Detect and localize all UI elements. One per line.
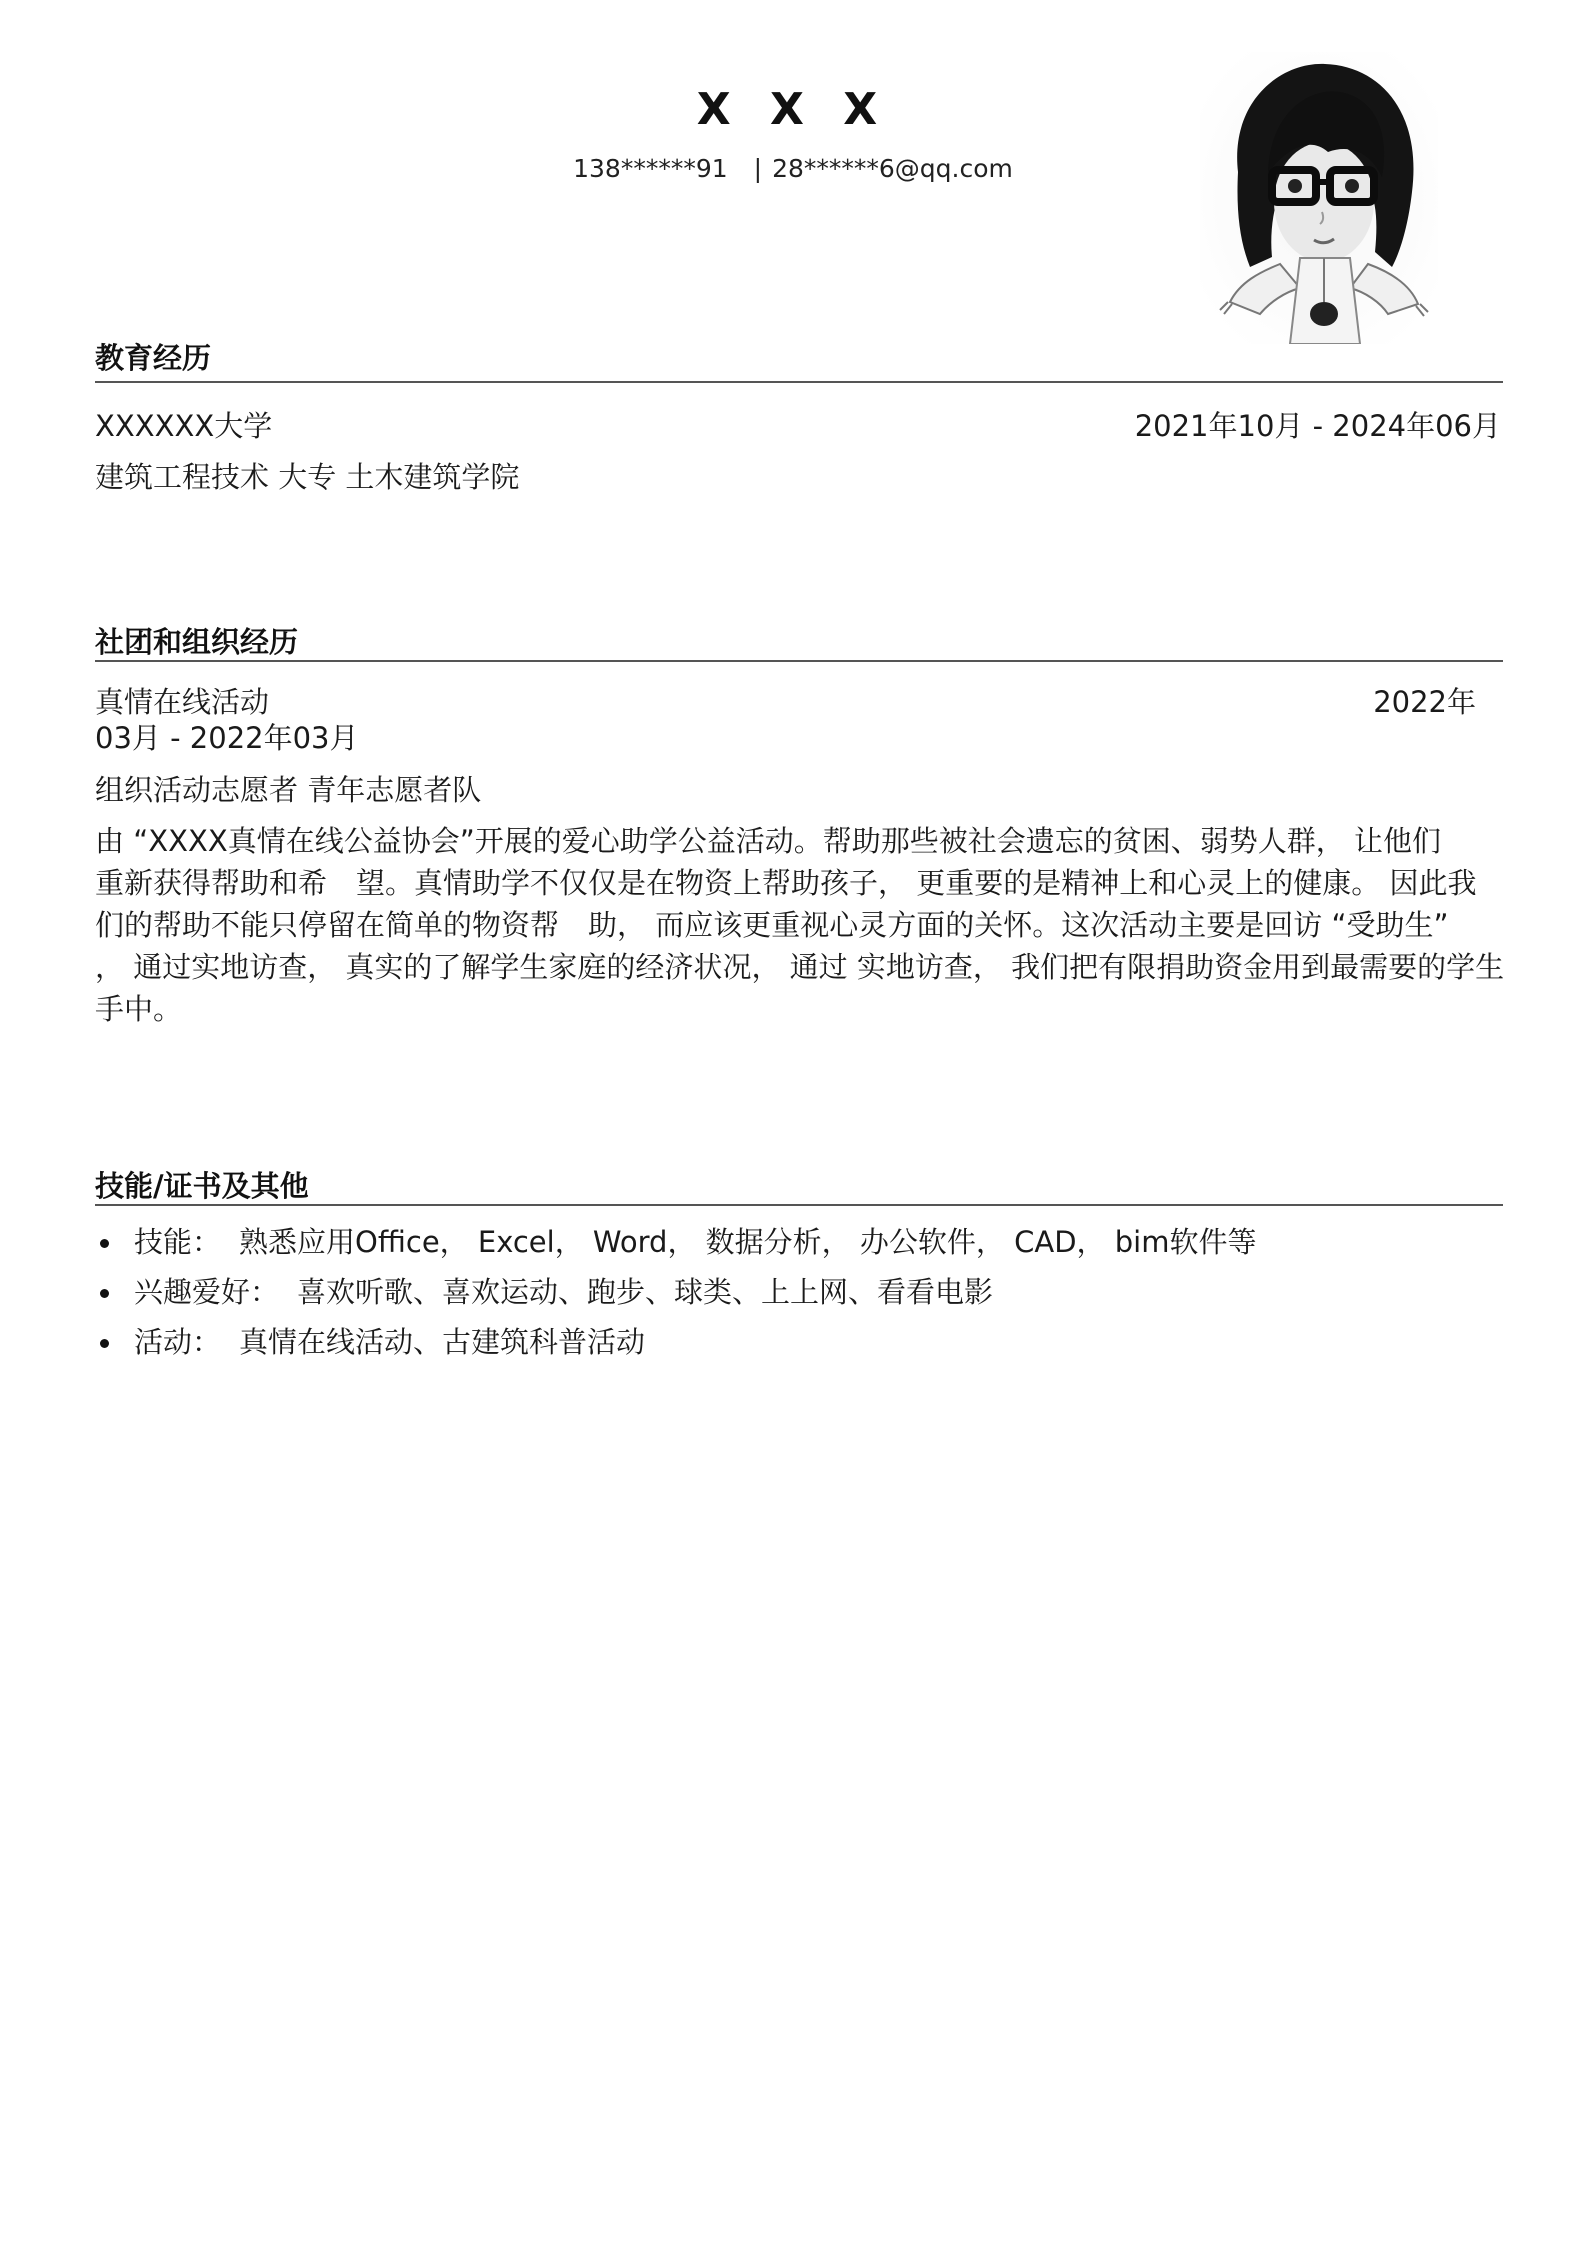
activity-date-range: 03月 - 2022年03月 [95,721,359,755]
education-divider [95,381,1503,383]
skill-label: 技能： [134,1225,222,1259]
list-item [95,1322,1495,1372]
list-item [95,1222,1495,1272]
activity-description-line: 由 “XXXX真情在线公益协会”开展的爱心助学公益活动。帮助那些被社会遗忘的贫困、弱势人群， 让他们 [95,824,1441,858]
email-address: 28******6@qq.com [772,154,1013,183]
activity-description-line: ， 通过实地访查， 真实的了解学生家庭的经济状况， 通过 实地访查， 我们把有限捐助资金用到最需要的学生 [95,950,1505,984]
bullet-icon [100,1339,109,1348]
skill-label: 活动： [134,1325,222,1359]
bullet-icon [100,1289,109,1298]
skills-section-title: 技能/证书及其他 [95,1169,309,1203]
bullet-icon [100,1239,109,1248]
list-item [95,1272,1495,1322]
education-dates: 2021年10月 - 2024年06月 [1134,409,1501,443]
activity-description [95,820,1505,1030]
activity-date-year: 2022年 [1373,685,1476,719]
contact-separator: | [753,154,763,183]
skill-value: 喜欢听歌、喜欢运动、跑步、球类、上上网、看看电影 [297,1275,994,1309]
education-school: XXXXXX大学 [95,409,273,443]
skill-value: 真情在线活动、古建筑科普活动 [239,1325,646,1359]
activity-name: 真情在线活动 [95,685,270,719]
activity-description-line: 手中。 [95,992,183,1026]
education-detail: 建筑工程技术 大专 土木建筑学院 [95,460,520,494]
phone-number: 138******91 [573,154,728,183]
activity-role: 组织活动志愿者 青年志愿者队 [95,773,482,807]
activity-description-line: 重新获得帮助和希 望。真情助学不仅仅是在物资上帮助孩子， 更重要的是精神上和心灵上的健康。 因此我 [95,866,1477,900]
skill-value: 熟悉应用Office， Excel， Word， 数据分析， 办公软件， CAD， bim软件等 [239,1225,1257,1259]
activity-description-line: 们的帮助不能只停留在简单的物资帮 助， 而应该更重视心灵方面的关怀。这次活动主要是回访 “受助生” [95,908,1449,942]
candidate-name: X X X [696,84,890,135]
skills-divider [95,1204,1503,1206]
skills-list [95,1222,1495,1372]
activities-section-title: 社团和组织经历 [95,625,299,659]
avatar [1200,52,1438,344]
education-section-title: 教育经历 [95,341,212,375]
skill-label: 兴趣爱好： [134,1275,280,1309]
activities-divider [95,660,1503,662]
